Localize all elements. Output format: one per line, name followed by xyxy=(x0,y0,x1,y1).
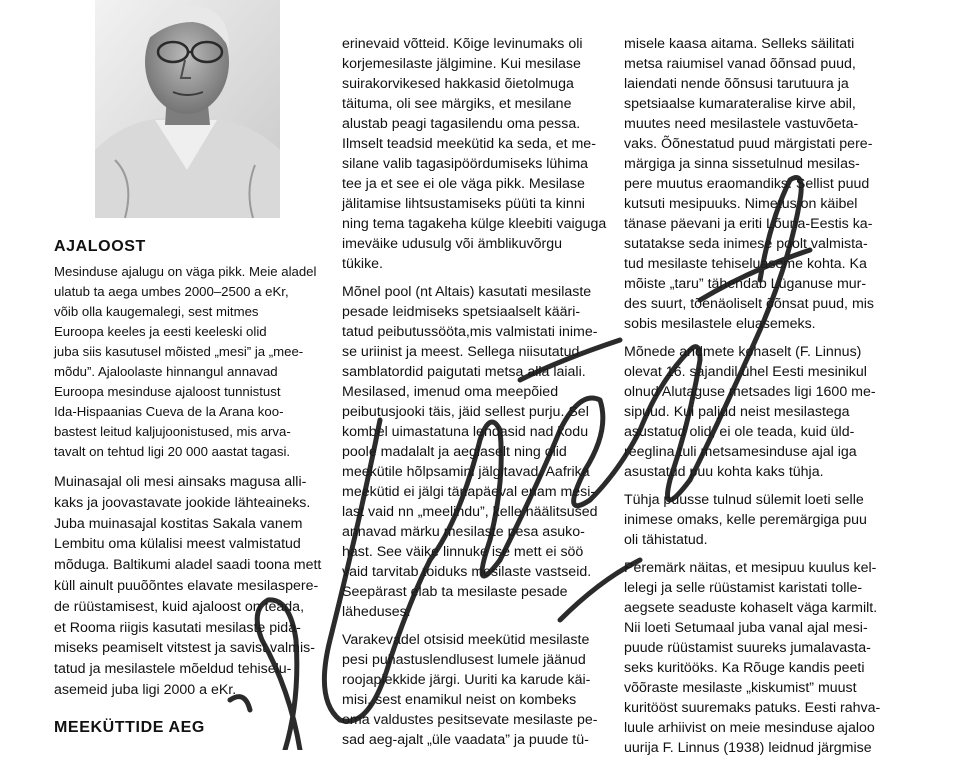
text-line: miseks peamiselt vitstest ja savist valmis- xyxy=(54,640,315,657)
text-line: mõiste „taru” tähendab Lüganuse mur- xyxy=(624,276,867,292)
text-line: küll ainult puuõõntes elavate mesilaspere- xyxy=(54,577,319,594)
text-line: kaks ja joovastavate jookide lähteaineks. xyxy=(54,494,311,511)
text-line: olnud Alutaguse metsades ligi 1600 me- xyxy=(624,384,876,400)
text-line: tavalt on tehtud ligi 20 000 aastat tagasi. xyxy=(54,444,291,459)
paragraph xyxy=(342,34,607,274)
text-line: täituma, oli see märgiks, et mesilane xyxy=(342,96,572,112)
text-line: jälitamise lihtsustamiseks püüti ta kinni xyxy=(342,196,585,212)
text-line: pere muutus eraomandiks. Sellist puud xyxy=(624,176,870,192)
text-line: Tühja puusse tulnud sülemit loeti selle xyxy=(624,492,864,508)
text-line: mõduga. Baltikumi aladel saadi toona mett xyxy=(54,557,322,574)
text-column-middle xyxy=(342,34,607,758)
text-line: tänase päevani ja eriti Lõuna-Eestis ka- xyxy=(624,216,873,232)
text-line: võõraste mesilaste „kiskumist” muust xyxy=(624,680,857,696)
text-line: kutsuti mesipuuks. Nimetus on käibel xyxy=(624,196,858,212)
text-line: vaks. Õõnestatud puud märgistati pere- xyxy=(624,136,873,152)
text-line: se uriinist ja meest. Sellega niisutatud xyxy=(342,344,580,360)
text-line: Ida-Hispaanias Cueva de la Arana koo- xyxy=(54,404,284,419)
text-line: tatud peibutussööta,mis valmistati inime- xyxy=(342,324,598,340)
text-line: Mõnel pool (nt Altais) kasutati mesilaste xyxy=(342,284,592,300)
author-portrait-photo xyxy=(95,0,280,218)
text-line: des suurt, tõenäoliselt õõnsat puud, mis xyxy=(624,296,875,312)
text-line: Peremärk näitas, et mesipuu kuulus kel- xyxy=(624,560,877,576)
text-line: Juba muinasajal kostitas Sakala vanem xyxy=(54,515,303,532)
text-line: Muinasajal oli mesi ainsaks magusa alli- xyxy=(54,474,307,490)
text-line: puude rüüstamist suureks jumalavasta- xyxy=(624,640,871,656)
text-line: misi, sest enamikul neist on kombeks xyxy=(342,692,577,708)
text-line: et Rooma riigis kasutati mesilaste pida- xyxy=(54,619,301,636)
text-line: sobis mesilastele eluasemeks. xyxy=(624,316,816,332)
text-line: sipuud. Kui paljud neist mesilastega xyxy=(624,404,850,420)
text-column-right xyxy=(624,34,904,766)
text-line: Seepärast elab ta mesilaste pesade xyxy=(342,584,568,600)
text-line: pesi puhastuslendlusest lumele jäänud xyxy=(342,652,586,668)
text-line: uurija F. Linnus (1938) leidnud järgmise xyxy=(624,740,872,756)
text-line: suirakorvikesed hakkasid õietolmuga xyxy=(342,76,574,92)
text-line: erinevaid võtteid. Kõige levinumaks oli xyxy=(342,36,583,52)
paragraph xyxy=(624,490,904,550)
text-line: reeglina tuli metsamesinduse ajal iga xyxy=(624,444,857,460)
text-line: meekütile hõlpsamini jälgitavad. Aafrika xyxy=(342,464,590,480)
text-line: aegsete seaduste kohaselt väga karmilt. xyxy=(624,600,878,616)
text-line: tee ja et see ei ole väga pikk. Mesilase xyxy=(342,176,585,192)
text-line: kombel uimastatuna lendasid nad kodu xyxy=(342,424,589,440)
text-line: asustatud olid, ei ole teada, kuid üld- xyxy=(624,424,855,440)
history-paragraph-1 xyxy=(54,262,316,462)
text-line: sad aeg-ajalt „üle vaadata” ja puude tü- xyxy=(342,732,589,748)
text-line: luule arhiivist on meie mesinduse ajaloo xyxy=(624,720,875,736)
text-line: meekütid ei jälgi tänapäeval enam mesi- xyxy=(342,484,596,500)
text-line: Ilmselt teadsid meekütid ka seda, et me- xyxy=(342,136,596,152)
section-heading-hunting: MEEKÜTTIDE AEG xyxy=(54,719,205,736)
text-line: inimese omaks, kelle peremärgiga puu xyxy=(624,512,867,528)
paragraph xyxy=(624,34,904,334)
text-line: oma valdustes pesitsevate mesilaste pe- xyxy=(342,712,598,728)
text-line: Varakevadel otsisid meekütid mesilaste xyxy=(342,632,590,648)
text-line: Mõnede andmete kohaselt (F. Linnus) xyxy=(624,344,862,360)
text-line: samblatordid paigutati metsa alla laiali. xyxy=(342,364,586,380)
text-line: spetsiaalse kumarateralise kirve abil, xyxy=(624,96,856,112)
text-line: Mesilased, imenud oma meepõied xyxy=(342,384,559,400)
text-line: misele kaasa aitama. Selleks säilitati xyxy=(624,36,855,52)
paragraph xyxy=(342,282,604,622)
text-line: juba siis kasutusel mõisted „mesi” ja „mee- xyxy=(54,344,304,359)
text-line: seks kuritööks. Ka Rõuge kandis peeti xyxy=(624,660,865,676)
text-line: oli tähistatud. xyxy=(624,532,708,548)
paragraph xyxy=(624,342,904,482)
text-line: muutes need mesilastele vastuvõeta- xyxy=(624,116,859,132)
text-line: Euroopa mesinduse ajaloost tunnistust xyxy=(54,384,281,399)
text-line: mõdu”. Ajaloolaste hinnangul annavad xyxy=(54,364,278,379)
text-line: tud mesilaste tehiseluaseme kohta. Ka xyxy=(624,256,867,272)
text-line: alustab peagi tagasilendu oma pessa. xyxy=(342,116,581,132)
text-line: asemeid juba ligi 2000 a eKr. xyxy=(54,681,237,698)
text-line: Lembitu oma külalisi meest valmistatud xyxy=(54,536,301,553)
text-line: last vaid nn „meelindu”, kelle häälitsused xyxy=(342,504,598,520)
text-line: asustatud puu kohta kaks tühja. xyxy=(624,464,824,480)
text-line: bastest leitud kaljujoonistused, mis arva- xyxy=(54,424,291,439)
text-line: tatud ja mesilastele mõeldud tehiselu- xyxy=(54,661,292,678)
text-line: imeväike udusulg või ämblikuvõrgu xyxy=(342,236,563,252)
text-line: pesade leidmiseks spetsiaalselt kääri- xyxy=(342,304,581,320)
text-line: hast. See väike linnuke ise mett ei söö xyxy=(342,544,584,560)
section-heading-history: AJALOOST xyxy=(54,238,146,255)
text-line: peibutusjooki täis, jäid sellest purju. Sel xyxy=(342,404,589,420)
paragraph xyxy=(624,558,904,758)
text-line: korjemesilaste jälgimine. Kui mesilase xyxy=(342,56,581,72)
text-line: laiendati nende õõnsusi tarutuura ja xyxy=(624,76,849,92)
text-line: kuritööst suuremaks patuks. Eesti rahva- xyxy=(624,700,881,716)
text-line: ulatub ta aega umbes 2000–2500 a eKr, xyxy=(54,284,289,299)
text-line: de rüüstamisest, kuid ajaloost on teada, xyxy=(54,598,305,615)
paragraph xyxy=(342,630,604,750)
text-line: vaid tarvitab toiduks mesilaste vastseid. xyxy=(342,564,592,580)
text-line: metsa raiumisel vanad õõnsad puud, xyxy=(624,56,856,72)
text-line: võib olla kaugemalegi, sest mitmes xyxy=(54,304,259,319)
text-line: olevat 16. sajandil ühel Eesti mesinikul xyxy=(624,364,867,380)
text-line: Euroopa keeles ja eesti keeleski olid xyxy=(54,324,267,339)
text-line: roojaplekkide järgi. Uuriti ka karude käi- xyxy=(342,672,591,688)
text-line: tükike. xyxy=(342,256,384,272)
text-line: läheduses. xyxy=(342,604,411,620)
text-line: poole madalalt ja aeglaselt ning olid xyxy=(342,444,567,460)
text-line: ning tema tagakeha külge kleebiti vaiguga xyxy=(342,216,607,232)
text-line: Mesinduse ajalugu on väga pikk. Meie aladel xyxy=(54,264,317,279)
text-line: Nii loeti Setumaal juba vanal ajal mesi- xyxy=(624,620,868,636)
text-line: lelegi ja selle rüüstamist karistati tolle- xyxy=(624,580,863,596)
text-line: märgiga ja sinna sissetulnud mesilas- xyxy=(624,156,860,172)
history-paragraph-2 xyxy=(54,472,321,701)
text-line: sutatakse seda inimese poolt valmista- xyxy=(624,236,868,252)
text-line: annavad märku mesilaste pesa asuko- xyxy=(342,524,585,540)
text-line: silane valib tagasipöördumiseks lühima xyxy=(342,156,589,172)
